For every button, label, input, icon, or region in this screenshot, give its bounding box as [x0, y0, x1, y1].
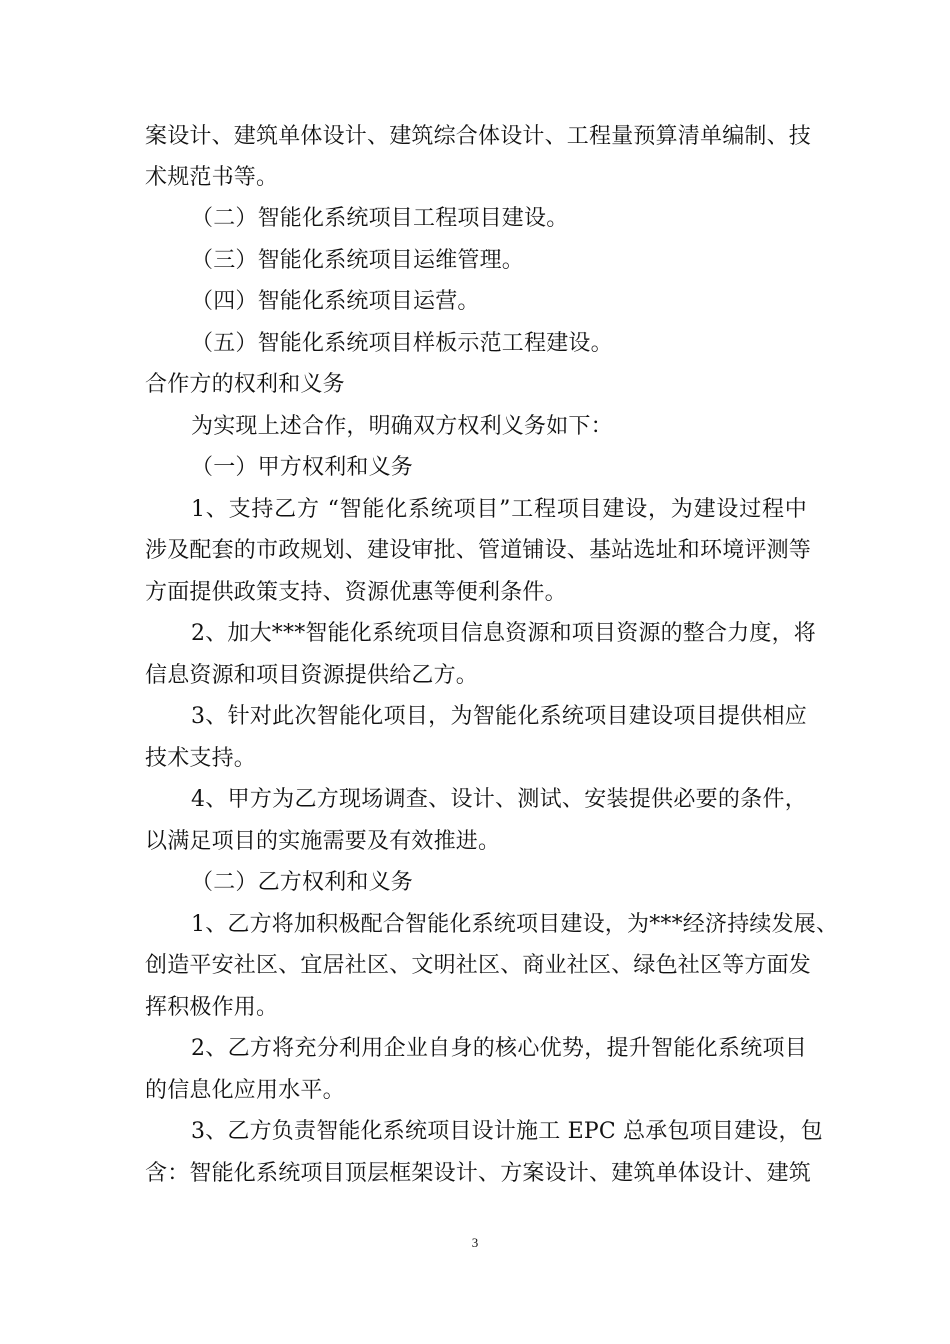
paragraph-line: 1、支持乙方 “智能化系统项目”工程项目建设，为建设过程中 — [191, 497, 807, 522]
paragraph-line: 信息资源和项目资源提供给乙方。 — [145, 663, 479, 688]
paragraph-line: 以满足项目的实施需要及有效推进。 — [145, 829, 501, 854]
paragraph-line: 挥积极作用。 — [145, 995, 279, 1020]
paragraph-line: 含：智能化系统项目顶层框架设计、方案设计、建筑单体设计、建筑 — [145, 1161, 812, 1186]
paragraph-line: 涉及配套的市政规划、建设审批、管道铺设、基站选址和环境评测等 — [145, 538, 812, 563]
section-heading: 合作方的权利和义务 — [145, 372, 345, 397]
paragraph-line: 创造平安社区、宜居社区、文明社区、商业社区、绿色社区等方面发 — [145, 953, 812, 978]
paragraph-line: 案设计、建筑单体设计、建筑综合体设计、工程量预算清单编制、技 — [145, 124, 812, 149]
paragraph-line: 3、乙方负责智能化系统项目设计施工 EPC 总承包项目建设，包 — [191, 1119, 823, 1144]
subsection-heading: （一）甲方权利和义务 — [191, 455, 414, 480]
list-item: （五）智能化系统项目样板示范工程建设。 — [191, 331, 613, 356]
paragraph-line: 为实现上述合作，明确双方权利义务如下： — [191, 414, 613, 439]
paragraph-line: 4、甲方为乙方现场调查、设计、测试、安装提供必要的条件， — [191, 787, 807, 812]
paragraph-line: 技术支持。 — [145, 746, 257, 771]
paragraph-line: 术规范书等。 — [145, 165, 279, 190]
paragraph-line: 方面提供政策支持、资源优惠等便利条件。 — [145, 580, 567, 605]
list-item: （四）智能化系统项目运营。 — [191, 289, 480, 314]
list-item: （三）智能化系统项目运维管理。 — [191, 248, 525, 273]
paragraph-line: 3、针对此次智能化项目，为智能化系统项目建设项目提供相应 — [191, 704, 807, 729]
paragraph-line: 1、乙方将加积极配合智能化系统项目建设，为***经济持续发展、 — [191, 912, 839, 937]
subsection-heading: （二）乙方权利和义务 — [191, 870, 414, 895]
paragraph-line: 的信息化应用水平。 — [145, 1078, 345, 1103]
list-item: （二）智能化系统项目工程项目建设。 — [191, 206, 569, 231]
paragraph-line: 2、乙方将充分利用企业自身的核心优势，提升智能化系统项目 — [191, 1036, 807, 1061]
paragraph-line: 2、加大***智能化系统项目信息资源和项目资源的整合力度，将 — [191, 621, 816, 646]
page-number: 3 — [471, 1235, 479, 1250]
